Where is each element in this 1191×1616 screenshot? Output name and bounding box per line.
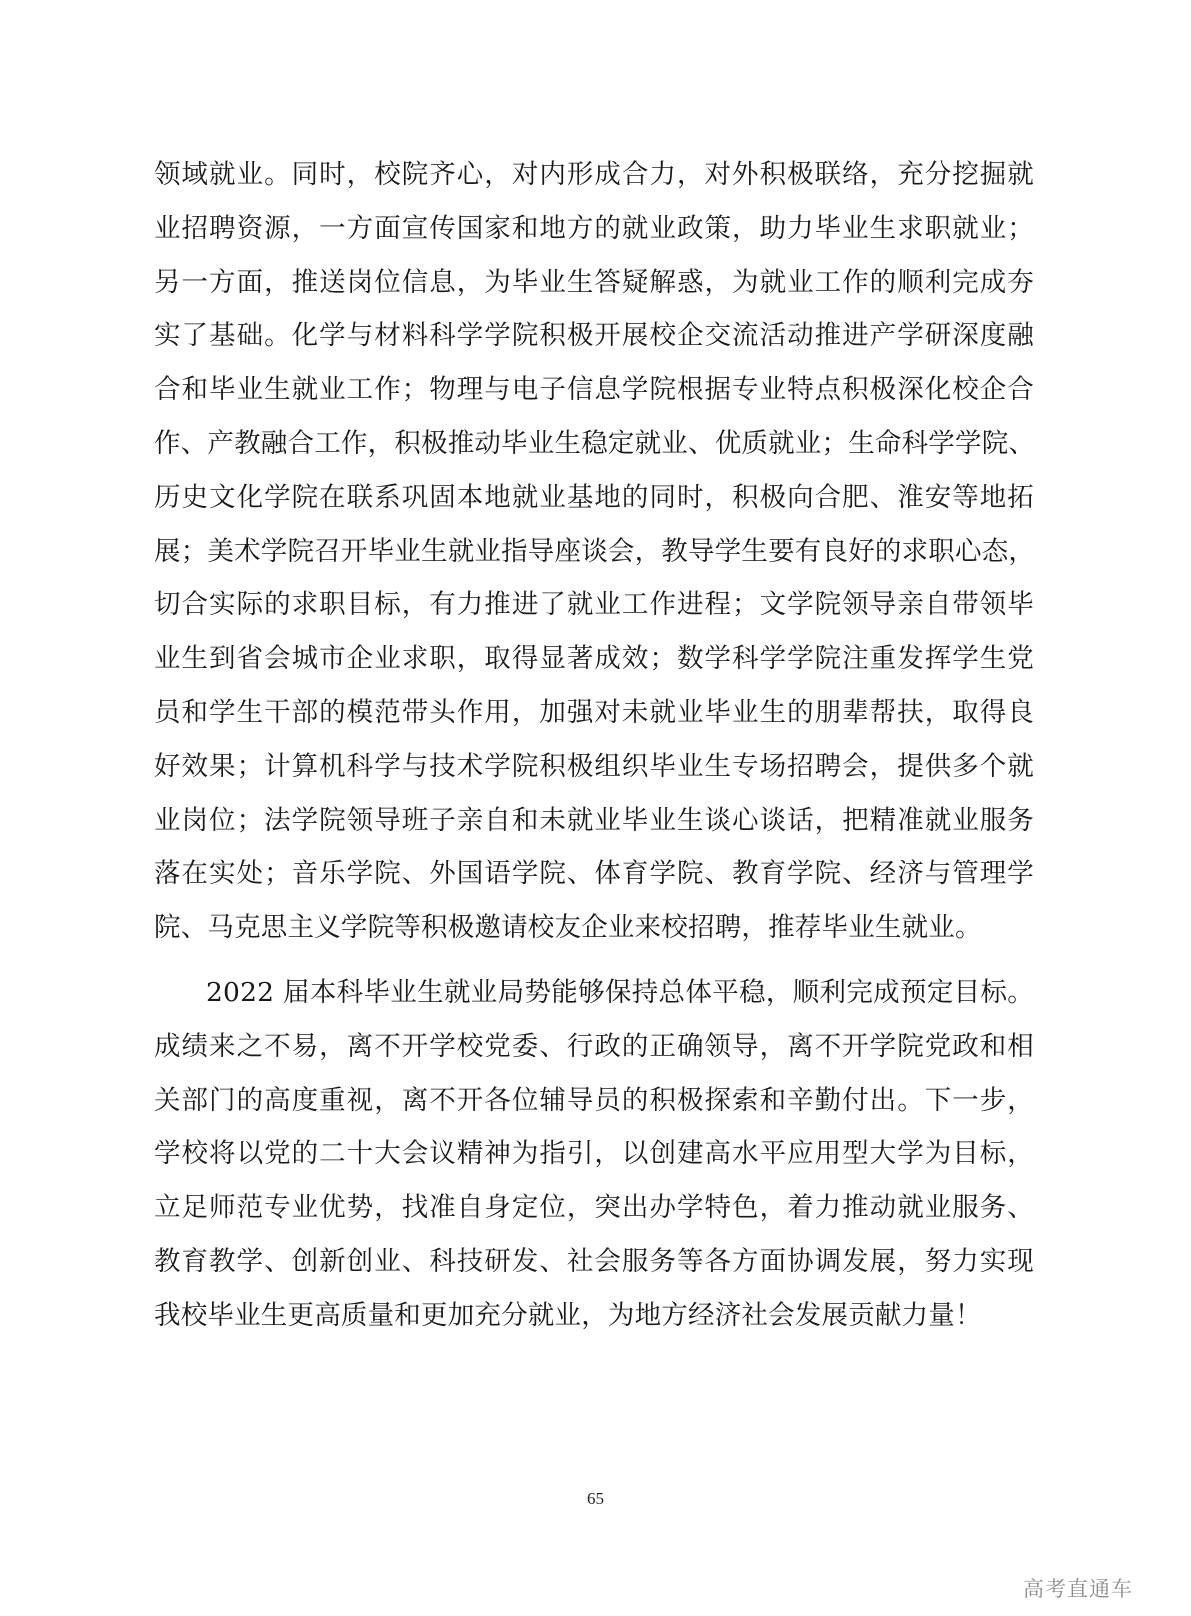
text-line: 院、马克思主义学院等积极邀请校友企业来校招聘，推荐毕业生就业。 (154, 912, 982, 944)
text-line: 我校毕业生更高质量和更加充分就业，为地方经济社会发展贡献力量！ (154, 1299, 982, 1331)
watermark: 高考直通车 (1023, 1577, 1133, 1601)
text-line: 员和学生干部的模范带头作用，加强对未就业毕业生的朋辈帮扶，取得良 (154, 696, 1034, 728)
text-line: 落在实处；音乐学院、外国语学院、体育学院、教育学院、经济与管理学 (154, 858, 1034, 890)
text-line: 业生到省会城市企业求职，取得显著成效；数学科学学院注重发挥学生党 (154, 643, 1034, 675)
paragraph-2 (154, 966, 1034, 1343)
text-line: 立足师范专业优势，找准自身定位，突出办学特色，着力推动就业服务、 (154, 1192, 1034, 1224)
text-line: 切合实际的求职目标，有力推进了就业工作进程；文学院领导亲自带领毕 (154, 589, 1034, 621)
text-line: 实了基础。化学与材料科学学院积极开展校企交流活动推进产学研深度融 (154, 320, 1034, 352)
text-line: 合和毕业生就业工作；物理与电子信息学院根据专业特点积极深化校企合 (154, 374, 1034, 406)
text-line: 作、产教融合工作，积极推动毕业生稳定就业、优质就业；生命科学学院、 (154, 427, 1036, 459)
text-line: 领域就业。同时，校院齐心，对内形成合力，对外积极联络，充分挖掘就 (154, 159, 1034, 190)
text-line: 展；美术学院召开毕业生就业指导座谈会，教导学生要有良好的求职心态， (154, 535, 1036, 567)
text-line: 学校将以党的二十大会议精神为指引，以创建高水平应用型大学为目标， (154, 1138, 1034, 1170)
text-line: 业招聘资源，一方面宣传国家和地方的就业政策，助力毕业生求职就业； (154, 212, 1034, 244)
text-line: 另一方面，推送岗位信息，为毕业生答疑解惑，为就业工作的顺利完成夯 (154, 266, 1034, 298)
paragraph-1 (154, 148, 1034, 955)
page-number: 65 (587, 1489, 604, 1508)
text-line: 关部门的高度重视，离不开各位辅导员的积极探索和辛勤付出。下一步， (154, 1084, 1034, 1116)
text-line: 2022 届本科毕业生就业局势能够保持总体平稳，顺利完成预定目标。 (206, 977, 1034, 1008)
text-line: 成绩来之不易，离不开学校党委、行政的正确领导，离不开学院党政和相 (154, 1030, 1034, 1062)
text-line: 好效果；计算机科学与技术学院积极组织毕业生专场招聘会，提供多个就 (154, 750, 1034, 782)
text-line: 教育教学、创新创业、科技研发、社会服务等各方面协调发展，努力实现 (154, 1245, 1034, 1277)
text-line: 历史文化学院在联系巩固本地就业基地的同时，积极向合肥、淮安等地拓 (154, 481, 1034, 513)
text-line: 业岗位；法学院领导班子亲自和未就业毕业生谈心谈话，把精准就业服务 (154, 804, 1034, 836)
